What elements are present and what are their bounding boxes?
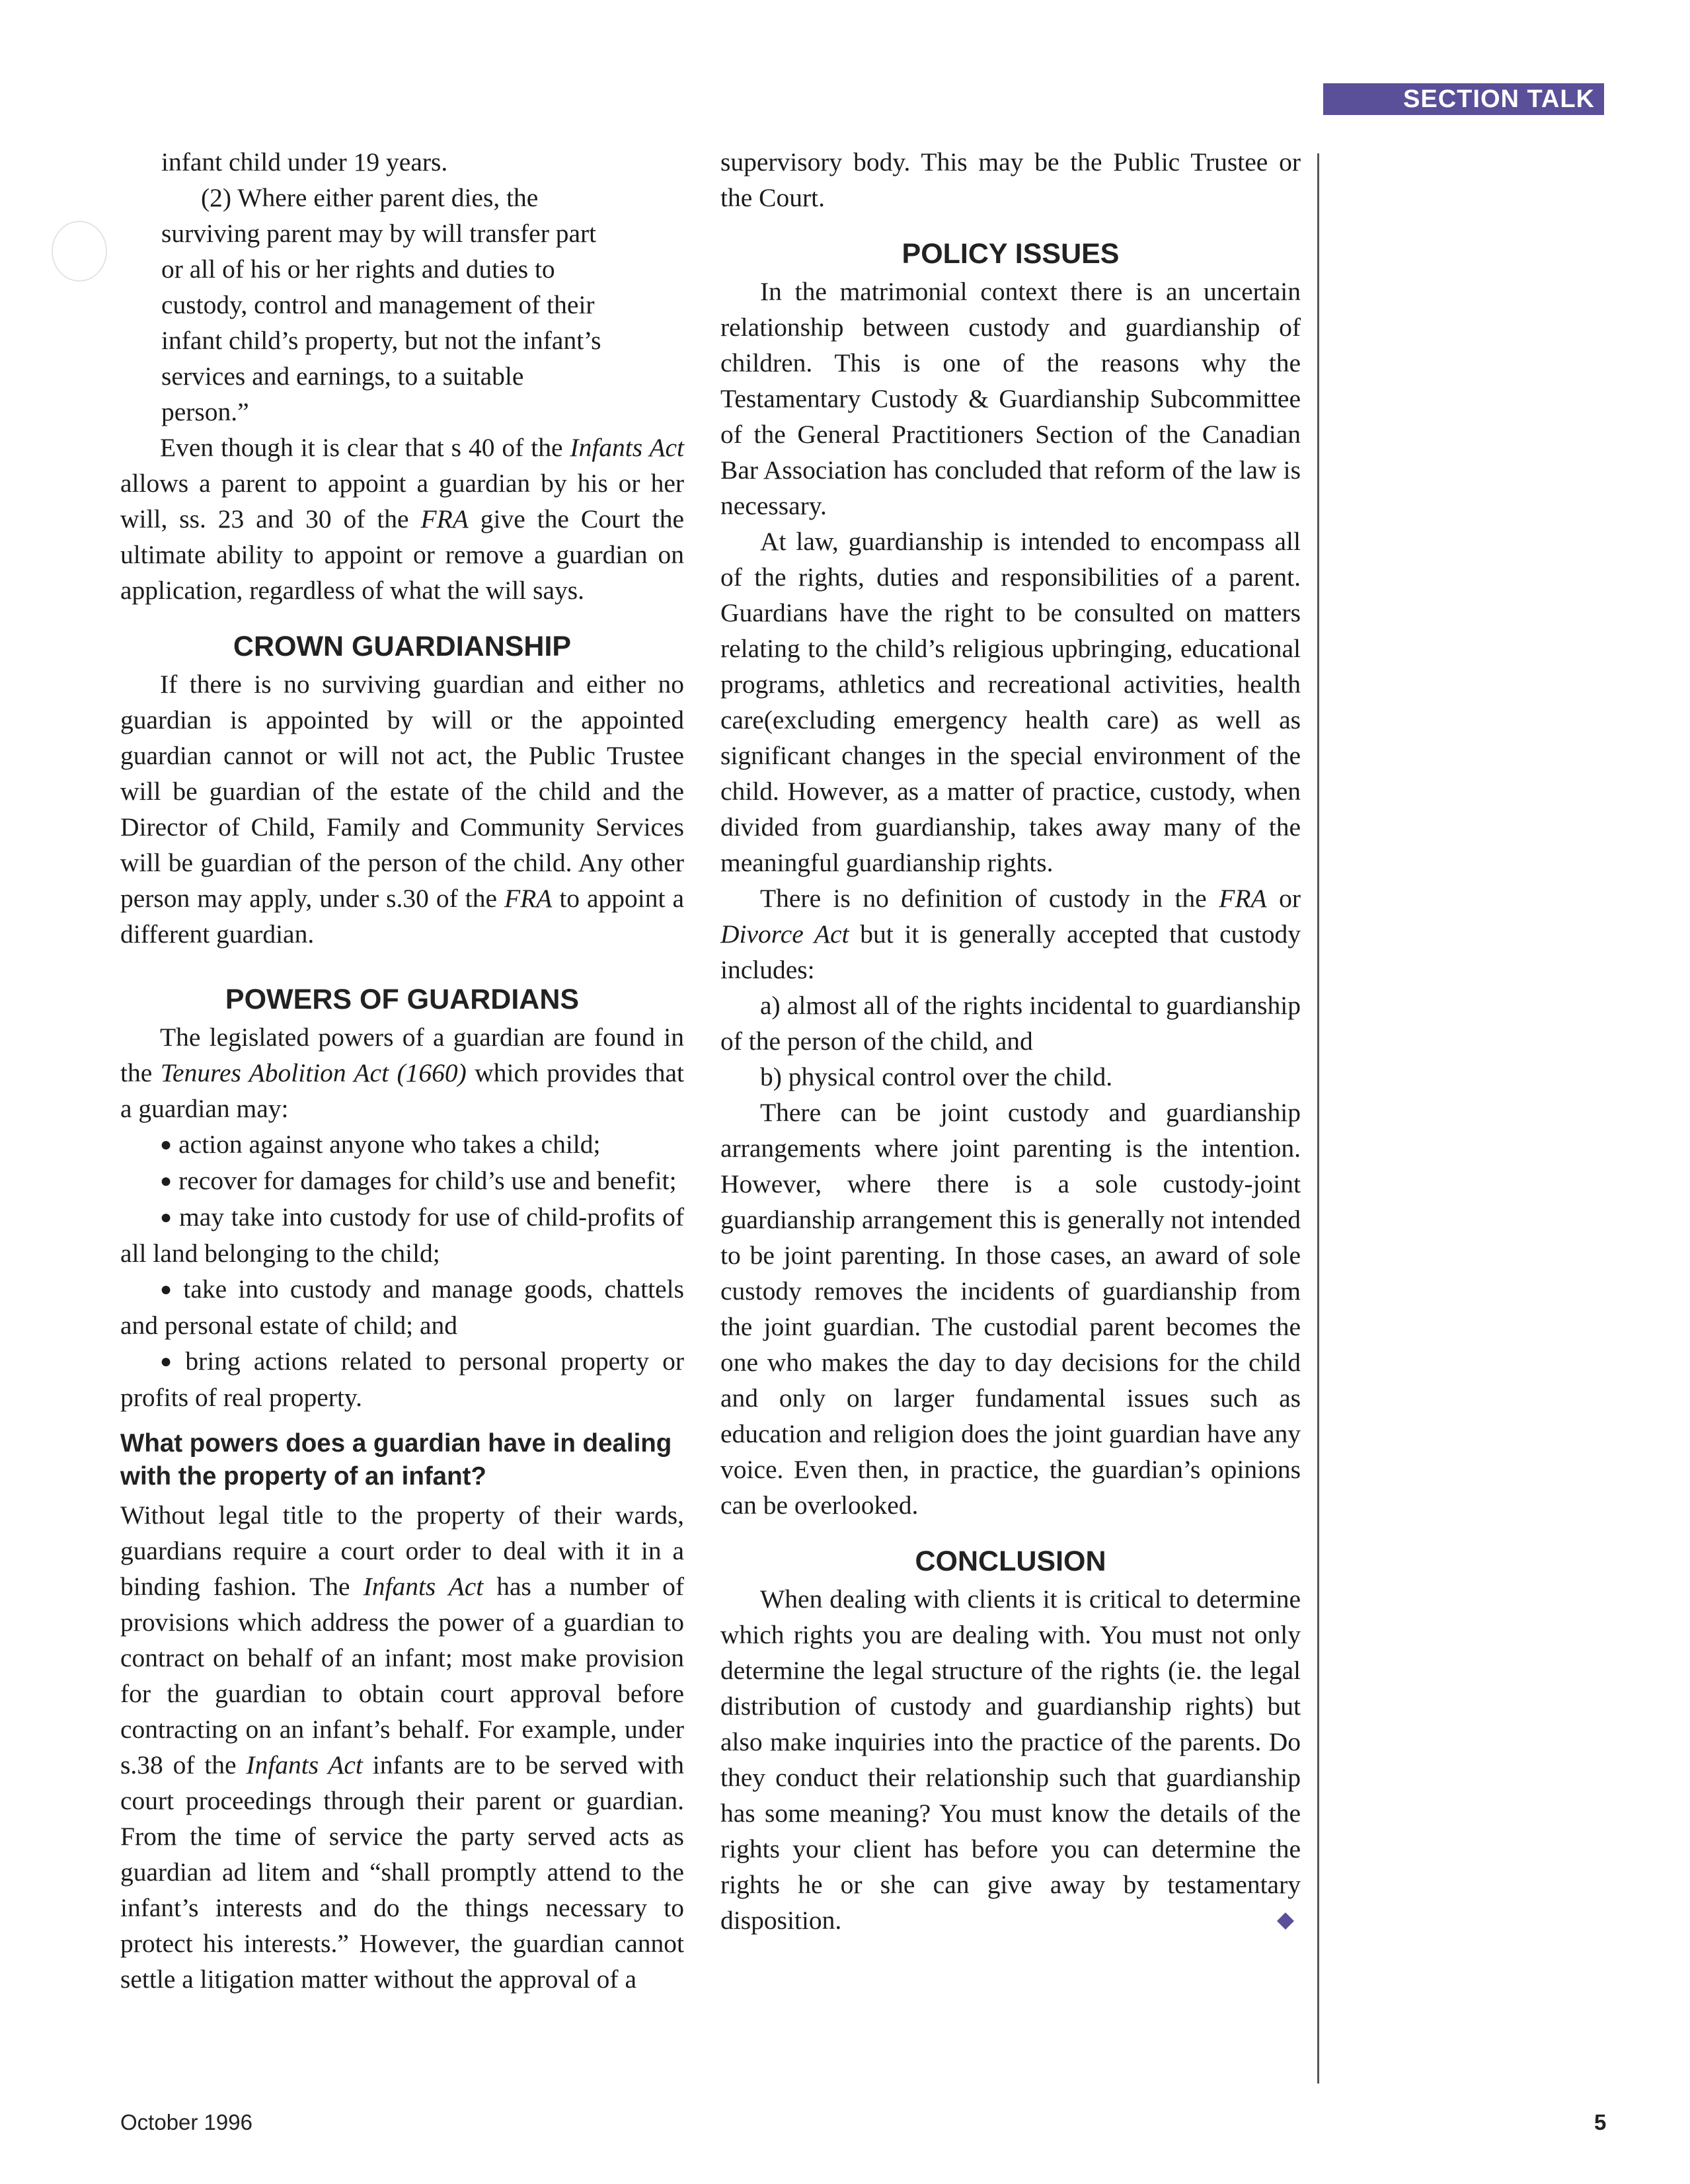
left-column [120,144,684,1997]
heading-policy-issues: POLICY ISSUES [902,238,1120,270]
right-column [720,144,1301,1938]
paragraph-joint-custody: There can be joint custody and guardianship arrangements where joint parenting is the intention. However, where there is a sole custody-joint guardianship arrangement this is generally not intended to be joint parenting. In those cases, an award of sole custody removes the incidents of guardianship from the joint guardian. The custodial parent becomes the one who makes the day to day decisions for the child and only on larger fundamental issues such as education and religion does the joint guardian have any voice. Even then, in practice, the guardian’s opinions can be overlooked. [720,1098,1301,1520]
end-mark-diamond-icon: ◆ [1276,1908,1294,1932]
quote-subsection-2: (2) Where either parent dies, the surviving parent may by will transfer part or all of his or her rights and duties to custody, control and management of their infant child’s property, but not the infant’s services and earnings, to a suitable person.” [161,183,601,426]
paragraph-supervisory-body: supervisory body. This may be the Public Trustee or the Court. [720,147,1301,212]
paragraph-conclusion: When dealing with clients it is critical to determine which rights you are dealing with. You must not only determine the legal structure of the rights (ie. the legal distribution of custody and guardianship rights) but also make inquiries into the practice of the parents. Do they conduct their relationship such that guardianship has some meaning? You must know the details of the rights your client has before you can determine the rights he or she can give away by testamentary disposition. ◆ [720,1581,1301,1938]
custody-item-b: b) physical control over the child. [760,1062,1113,1091]
column-rule [1317,153,1319,2084]
page-number: 5 [1594,2110,1607,2134]
paragraph-legislated-powers: The legislated powers of a guardian are found in the Tenures Abolition Act (1660) which provides that a guardian may: [120,1023,684,1123]
bullet-item: ● bring actions related to personal property or profits of real property. [120,1346,684,1412]
quote-end-line: infant child under 19 years. [161,147,448,176]
heading-powers-of-guardians: POWERS OF GUARDIANS [225,984,580,1015]
paragraph-property-of-infant: Without legal title to the property of their wards, guardians require a court order to deal with it in a binding fashion. The Infants Act has a number of provisions which address the power of a guardian to contract on behalf of an infant; most make provision for the guardian to obtain court approval before contracting on an infant’s behalf. For example, under s.38 of the Infants Act infants are to be served with court proceedings through their parent or guardian. From the time of service the party served acts as guardian ad litem and “shall promptly attend to the infant’s interests and do the things necessary to protect his interests.” However, the guardian cannot settle a litigation matter without the approval of a [120,1501,684,1994]
binder-hole-mark [52,221,107,282]
paragraph-at-law: At law, guardianship is intended to encompass all of the rights, duties and responsibilities of a parent. Guardians have the right to be consulted on matters relating to the child’s religious upbringing, educational programs, athletics and recreational activities, health care(excluding emergency health care) as well as significant changes in the special environment of the child. However, as a matter of practice, custody, when divided from guardianship, takes away many of the meaningful guardianship rights. [720,527,1301,877]
question-heading: What powers does a guardian have in dealing with the property of an infant? [120,1429,672,1491]
heading-crown-guardianship: CROWN GUARDIANSHIP [233,631,572,662]
bullet-item: ● recover for damages for child’s use and benefit; [160,1166,677,1195]
footer-date: October 1996 [120,2110,252,2134]
bullet-item: ● action against anyone who takes a child; [160,1130,601,1159]
bullet-item: ● may take into custody for use of child-profits of all land belonging to the child; [120,1202,685,1268]
paragraph-crown-guardianship: If there is no surviving guardian and either no guardian is appointed by will or the appointed guardian cannot or will not act, the Public Trustee will be guardian of the estate of the child and the Director of Child, Family and Community Services will be guardian of the person of the child. Any other person may apply, under s.30 of the FRA to appoint a different guardian. [120,670,684,949]
paragraph-definition-of-custody: There is no definition of custody in the FRA or Divorce Act but it is generally accepted that custody includes: [720,884,1301,984]
heading-conclusion: CONCLUSION [915,1545,1106,1577]
bullet-item: ● take into custody and manage goods, chattels and personal estate of child; and [120,1274,684,1340]
paragraph-will-appointment: Even though it is clear that s 40 of the Infants Act allows a parent to appoint a guardian by his or her will, ss. 23 and 30 of the FRA give the Court the ultimate ability to appoint or remove a guardian on application, regardless of what the will says. [120,433,684,605]
custody-item-a: a) almost all of the rights incidental to guardianship of the person of the child, and [720,991,1301,1056]
paragraph-matrimonial-context: In the matrimonial context there is an uncertain relationship between custody and guardianship of children. This is one of the reasons why the Testamentary Custody & Guardianship Subcommittee of the General Practitioners Section of the Canadian Bar Association has concluded that reform of the law is necessary. [720,277,1301,520]
section-tag: SECTION TALK [1323,83,1604,115]
